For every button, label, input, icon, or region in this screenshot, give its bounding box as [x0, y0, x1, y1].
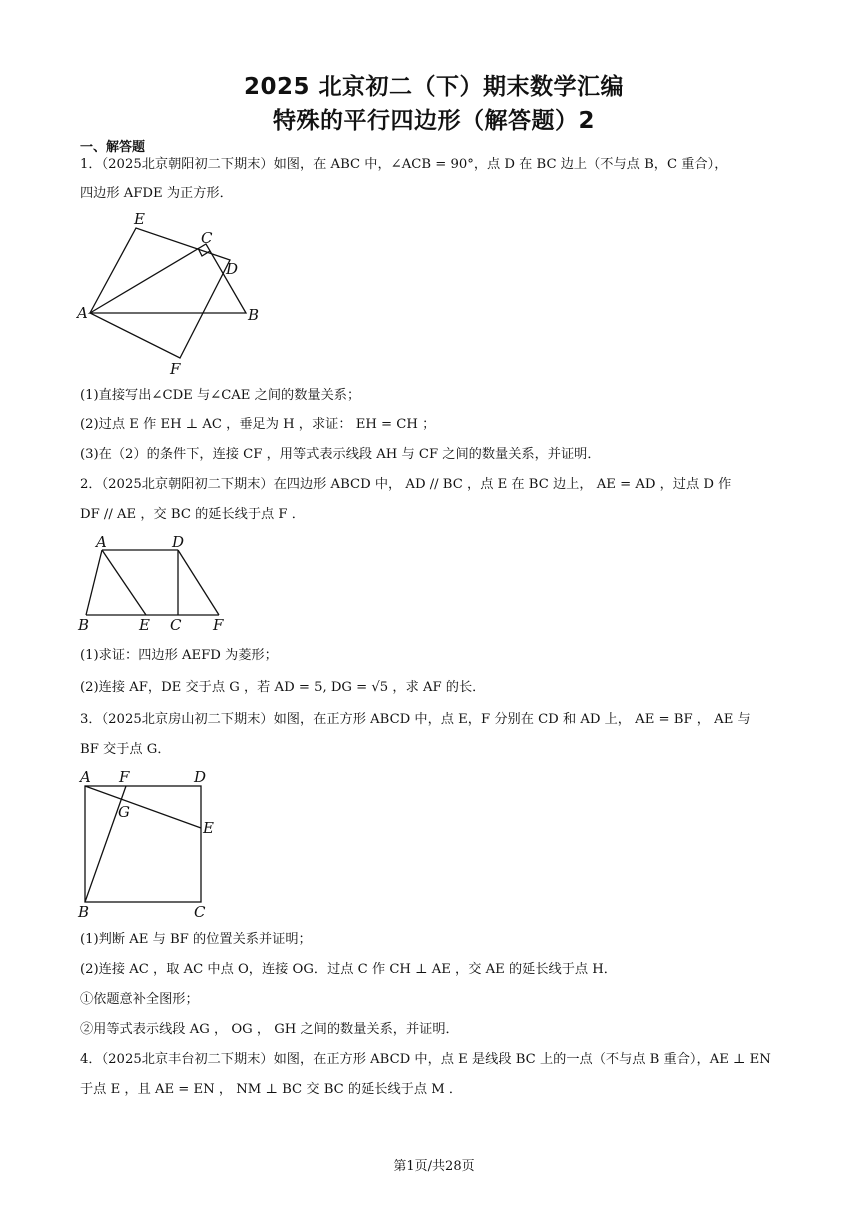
problem-1-text-line-1: 1．（2025北京朝阳初二下期末）如图，在 ABC 中，∠ACB = 90°，点 D 在 BC 边上（不与点 B，C 重合），: [80, 157, 728, 172]
label-B: B: [248, 306, 260, 324]
problem-1-part-2: (2)过点 E 作 EH ⊥ AC ，垂足为 H ，求证： EH = CH ；: [80, 417, 436, 432]
label-A: A: [96, 533, 107, 551]
triangle-abc: [90, 244, 246, 313]
problem-1-text-line-2: 四边形 AFDE 为正方形．: [80, 186, 233, 201]
page-number: 第1页/共28页: [393, 1159, 475, 1174]
problem-4-text-line-1: 4．（2025北京丰台初二下期末）如图，在正方形 ABCD 中，点 E 是线段 BC 上的一点（不与点 B 重合），AE ⊥ EN: [80, 1052, 771, 1067]
problem-1-figure: [76, 208, 276, 380]
problem-2-text-line-2: DF // AE ，交 BC 的延长线于点 F ．: [80, 507, 305, 522]
label-C: C: [170, 616, 182, 634]
label-F: F: [119, 768, 130, 786]
segment-ae: [102, 550, 146, 615]
label-E: E: [134, 210, 145, 228]
problem-3-part-2: (2)连接 AC ，取 AC 中点 O，连接 OG．过点 C 作 CH ⊥ AE ，交 AE 的延长线于点 H．: [80, 962, 617, 977]
label-A: A: [77, 304, 88, 322]
label-D: D: [172, 533, 185, 551]
segment-df: [178, 550, 219, 615]
problem-1-part-1: (1)直接写出∠CDE 与∠CAE 之间的数量关系；: [80, 388, 361, 403]
problem-3-part-1: (1)判断 AE 与 BF 的位置关系并证明；: [80, 932, 312, 947]
square-afde: [90, 228, 230, 358]
label-F: F: [170, 360, 181, 378]
label-A: A: [80, 768, 91, 786]
side-ab: [86, 550, 102, 615]
square-abcd: [85, 786, 201, 902]
problem-2-figure: [76, 532, 236, 636]
label-D: D: [226, 260, 239, 278]
problem-3-text-line-2: BF 交于点 G．: [80, 742, 171, 757]
segment-ae: [85, 786, 201, 828]
problem-3-part-2b: ②用等式表示线段 AG ， OG ， GH 之间的数量关系，并证明．: [80, 1022, 459, 1037]
document-title: 2025 北京初二（下）期末数学汇编: [243, 74, 625, 100]
label-G: G: [118, 803, 130, 821]
problem-3-part-2a: ①依题意补全图形；: [80, 992, 199, 1007]
section-heading: 一、解答题: [80, 140, 146, 155]
problem-2-text-line-1: 2．（2025北京朝阳初二下期末）在四边形 ABCD 中， AD // BC ，点 E 在 BC 边上， AE = AD ，过点 D 作: [80, 477, 732, 492]
label-C: C: [194, 903, 206, 920]
problem-3-text-line-1: 3．（2025北京房山初二下期末）如图，在正方形 ABCD 中，点 E，F 分别在 CD 和 AD 上， AE = BF ， AE 与: [80, 712, 751, 727]
problem-2-part-1: (1)求证：四边形 AEFD 为菱形；: [80, 648, 278, 663]
label-C: C: [201, 229, 213, 247]
label-F: F: [213, 616, 224, 634]
problem-3-figure: [76, 766, 226, 920]
label-D: D: [194, 768, 207, 786]
document-subtitle: 特殊的平行四边形（解答题）2: [272, 108, 595, 134]
label-B: B: [78, 903, 90, 920]
problem-4-text-line-2: 于点 E ，且 AE = EN ， NM ⊥ BC 交 BC 的延长线于点 M ．: [80, 1082, 463, 1097]
label-B: B: [78, 616, 90, 634]
label-E: E: [139, 616, 150, 634]
problem-1-part-3: (3)在（2）的条件下，连接 CF ，用等式表示线段 AH 与 CF 之间的数量关系，并证明．: [80, 447, 601, 462]
problem-2-part-2: (2)连接 AF，DE 交于点 G ，若 AD = 5, DG = √5 ，求 AF 的长．: [80, 680, 486, 695]
label-E: E: [203, 819, 214, 837]
